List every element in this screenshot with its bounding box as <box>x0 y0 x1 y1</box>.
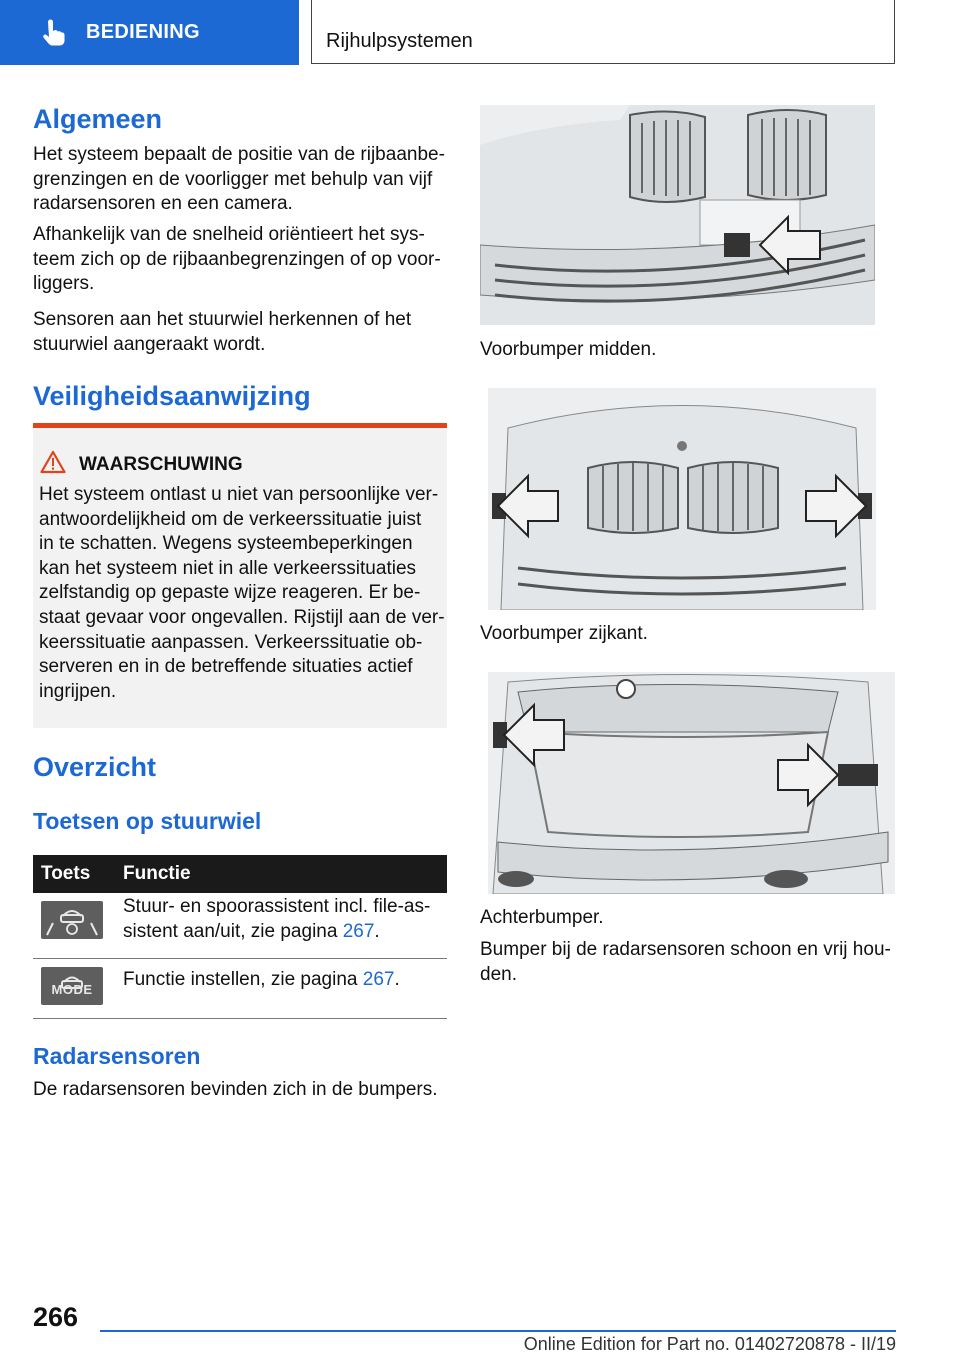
car-front-illustration <box>480 105 875 325</box>
warning-box <box>33 423 447 728</box>
heading-algemeen: Algemeen <box>33 104 163 134</box>
text-line: Bumper bij de radarsensoren schoon en vrij hou- <box>480 939 891 960</box>
section-header <box>311 0 895 64</box>
section-label: Rijhulpsystemen <box>326 30 473 52</box>
heading-toetsen: Toetsen op stuurwiel <box>33 808 262 834</box>
text-line: staat gevaar voor ongevallen. Rijstijl aan de ver- <box>39 606 445 628</box>
text-line: Het systeem ontlast u niet van persoonlijke ver- <box>39 484 439 505</box>
paragraph-algemeen-3 <box>33 308 453 357</box>
text-line: Het systeem bepaalt de positie van de rijbaanbe- <box>33 144 445 165</box>
table-cell-function <box>117 958 447 1018</box>
text-line: Afhankelijk van de snelheid oriëntieert het sys- <box>33 224 425 245</box>
car-front-side-illustration <box>488 388 876 610</box>
lane-assist-icon <box>41 901 103 939</box>
front-bumper-side-image <box>488 388 876 610</box>
text-line: keerssituatie aanpassen. Verkeerssituatie ob- <box>39 631 423 653</box>
text-line: sistent aan/uit, zie pagina <box>123 920 343 942</box>
text-line: teem zich op de rijbaanbegrenzingen of op voor- <box>33 248 441 270</box>
text-line: . <box>374 920 380 942</box>
text-line: Stuur- en spoorassistent incl. file-as- <box>123 896 431 917</box>
caption-front-side: Voorbumper zijkant. <box>480 623 648 644</box>
text-line: antwoordelijkheid om de verkeerssituatie juist <box>39 508 422 530</box>
caption-front-center: Voorbumper midden. <box>480 339 657 360</box>
table-cell-function <box>117 893 447 958</box>
text-line: ingrijpen. <box>39 680 117 702</box>
mode-button-icon <box>41 967 103 1005</box>
text-line: liggers. <box>33 273 95 294</box>
caption-rear: Achterbumper. <box>480 907 604 928</box>
text-line: kan het systeem niet in alle verkeerssituaties <box>39 557 417 579</box>
text-line: in te schatten. Wegens systeembeperkingen <box>39 533 413 555</box>
text-line: Sensoren aan het stuurwiel herkennen of het <box>33 309 412 330</box>
steering-assist-button-icon <box>41 901 103 939</box>
text-line: grenzingen en de voorligger met behulp van vijf <box>33 168 433 190</box>
table-cell-button <box>33 893 117 958</box>
text-line: den. <box>480 963 517 985</box>
warning-title: WAARSCHUWING <box>79 454 243 475</box>
table-row <box>33 958 447 1018</box>
car-rear-illustration <box>488 672 895 894</box>
table-header-toets: Toets <box>33 855 117 893</box>
warning-triangle-icon <box>40 450 66 474</box>
table-header-functie: Functie <box>117 855 447 893</box>
heading-radarsensoren: Radarsensoren <box>33 1043 201 1069</box>
chapter-label: BEDIENING <box>86 21 200 43</box>
warning-text <box>39 483 449 704</box>
rear-bumper-image <box>488 672 895 894</box>
hand-pointer-icon <box>38 18 68 48</box>
table-cell-button <box>33 958 117 1018</box>
buttons-table <box>33 855 447 1019</box>
page-link[interactable]: 267 <box>362 968 395 990</box>
heading-veiligheid: Veiligheidsaanwijzing <box>33 381 311 411</box>
front-bumper-center-image <box>480 105 875 325</box>
chapter-tab[interactable] <box>0 0 299 65</box>
mode-label: MODE <box>51 982 93 997</box>
paragraph-clean-bumper <box>480 938 910 987</box>
table-header-row <box>33 855 447 893</box>
text-line: zelfstandig op gepaste wijze reageren. Er be- <box>39 582 421 604</box>
footer-edition: Online Edition for Part no. 01402720878 - II/19 <box>523 1334 896 1354</box>
text-line: radarsensoren en een camera. <box>33 193 293 214</box>
text-line: serveren en in de betreffende situaties actief <box>39 656 413 678</box>
table-row <box>33 893 447 958</box>
page-link[interactable]: 267 <box>342 920 375 942</box>
page-number: 266 <box>33 1302 79 1332</box>
text-line: stuurwiel aangeraakt wordt. <box>33 333 266 355</box>
paragraph-algemeen-1 <box>33 143 453 217</box>
text-line: . <box>394 968 400 990</box>
heading-overzicht: Overzicht <box>33 752 157 782</box>
paragraph-algemeen-2 <box>33 223 453 297</box>
paragraph-radar: De radarsensoren bevinden zich in de bumpers. <box>33 1079 438 1100</box>
footer-rule <box>100 1330 896 1332</box>
text-line: Functie instellen, zie pagina <box>123 968 363 990</box>
